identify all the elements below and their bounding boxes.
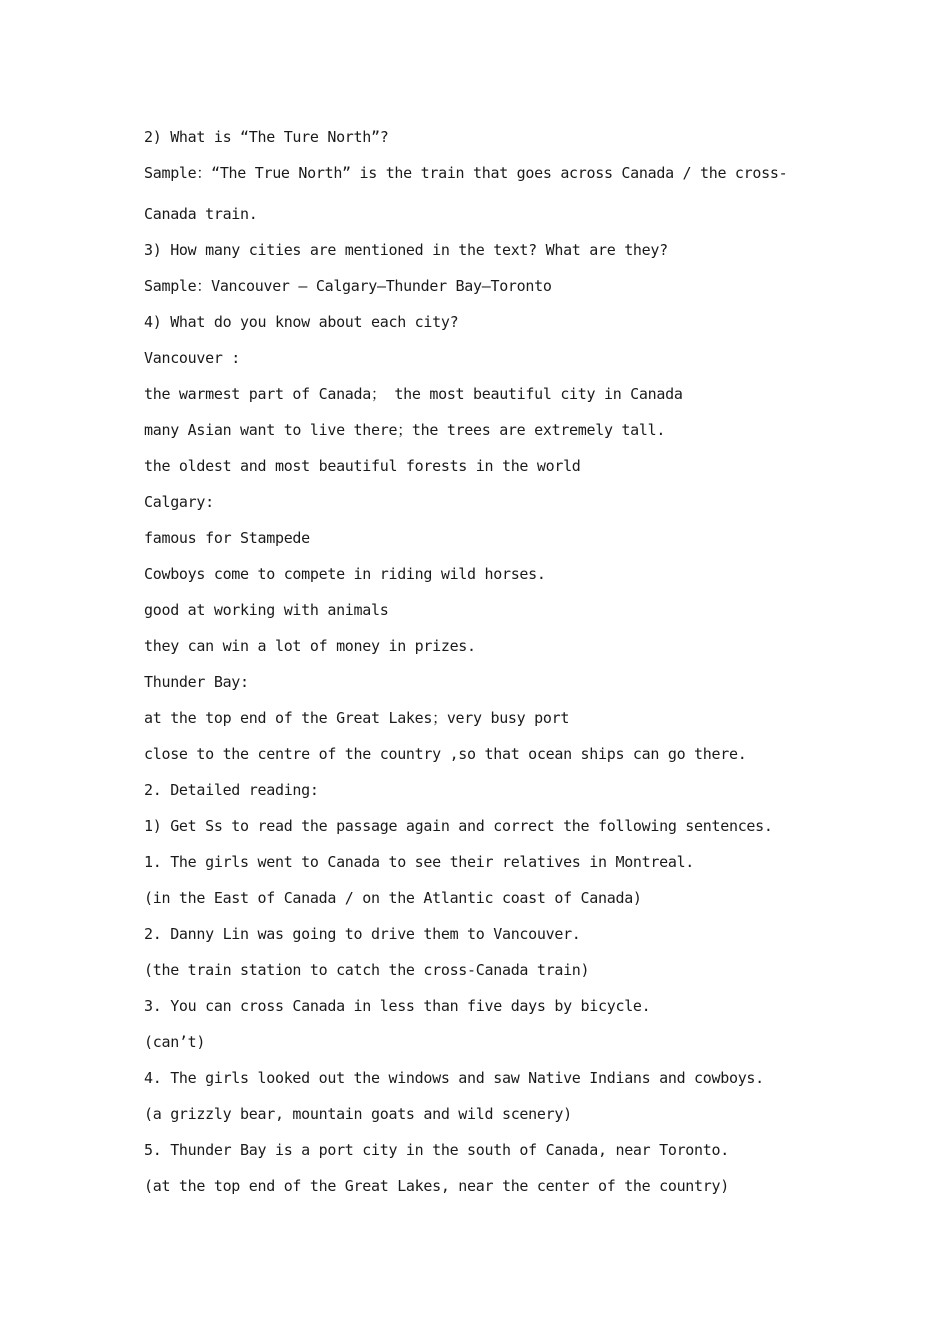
text-line: famous for Stampede xyxy=(144,529,310,547)
correction-5: (at the top end of the Great Lakes, near the center of the country) xyxy=(144,1177,729,1195)
question-4: 4) What do you know about each city? xyxy=(144,313,459,331)
sentence-2: 2. Danny Lin was going to drive them to Vancouver. xyxy=(144,925,581,943)
text-line: close to the centre of the country ,so that ocean ships can go there. xyxy=(144,745,747,763)
instruction: 1) Get Ss to read the passage again and correct the following sentences. xyxy=(144,817,773,835)
correction-2: (the train station to catch the cross-Canada train) xyxy=(144,961,590,979)
question-2: 2) What is “The Ture North”? xyxy=(144,128,389,146)
sentence-3: 3. You can cross Canada in less than five days by bicycle. xyxy=(144,997,651,1015)
text-line: many Asian want to live there；the trees are extremely tall. xyxy=(144,421,666,439)
sentence-5: 5. Thunder Bay is a port city in the south of Canada, near Toronto. xyxy=(144,1141,729,1159)
question-3: 3) How many cities are mentioned in the text? What are they? xyxy=(144,241,668,259)
correction-1: (in the East of Canada / on the Atlantic coast of Canada) xyxy=(144,889,642,907)
sentence-1: 1. The girls went to Canada to see their relatives in Montreal. xyxy=(144,853,695,871)
correction-4: (a grizzly bear, mountain goats and wild scenery) xyxy=(144,1105,572,1123)
sentence-4: 4. The girls looked out the windows and saw Native Indians and cowboys. xyxy=(144,1069,764,1087)
text-line: the warmest part of Canada； the most beautiful city in Canada xyxy=(144,385,683,403)
text-line: at the top end of the Great Lakes；very busy port xyxy=(144,709,570,727)
city-heading-calgary: Calgary: xyxy=(144,493,214,511)
text-line: they can win a lot of money in prizes. xyxy=(144,637,476,655)
text-line: Cowboys come to compete in riding wild horses. xyxy=(144,565,546,583)
sample-answer-2: Sample：“The True North” is the train that goes across Canada / the cross- xyxy=(144,164,788,182)
sample-answer-3: Sample：Vancouver – Calgary—Thunder Bay—Toronto xyxy=(144,277,552,295)
text-line: the oldest and most beautiful forests in the world xyxy=(144,457,581,475)
section-heading-detailed-reading: 2. Detailed reading: xyxy=(144,781,319,799)
city-heading-thunder-bay: Thunder Bay: xyxy=(144,673,249,691)
city-heading-vancouver: Vancouver : xyxy=(144,349,241,367)
text-line: good at working with animals xyxy=(144,601,389,619)
correction-3: (can’t) xyxy=(144,1033,206,1051)
sample-answer-2-continued: Canada train. xyxy=(144,205,258,223)
